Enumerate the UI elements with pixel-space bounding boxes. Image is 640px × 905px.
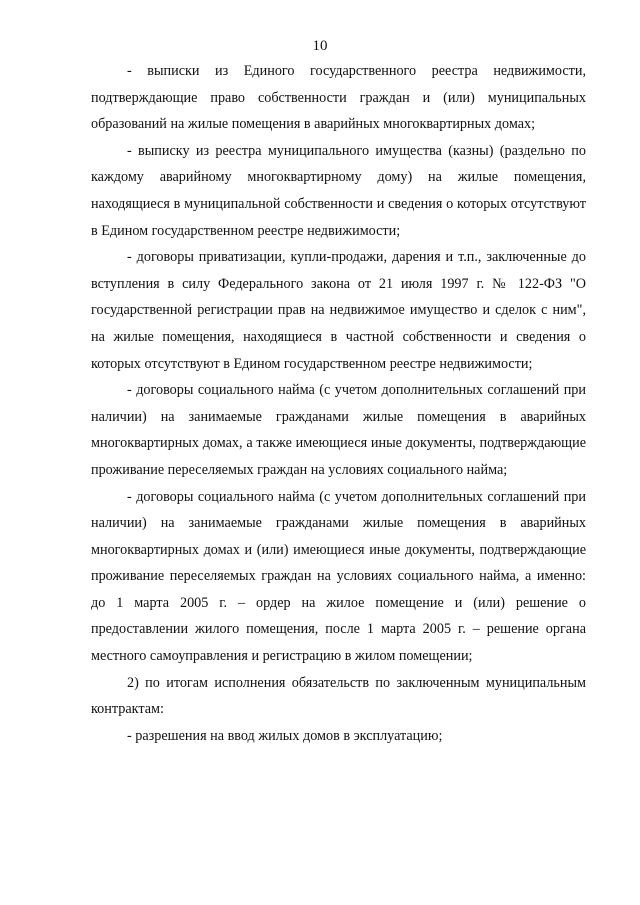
paragraph-social-tenancy-documents: - договоры социального найма (с учетом дополнительных соглашений при наличии) на занимаемые гражданами жилые помещения в аварийных многоквартирных домах и (или) имеющиеся иные документы, подтверждающие проживание переселяемых граждан на условиях социального найма, а именно: до 1 марта 2005 г. – ордер на жилое помещение и (или) решение о предоставлении жилого помещения, после 1 марта 2005 г. – решение органа местного самоуправления и регистрацию в жилом помещении; (91, 488, 586, 665)
paragraph-egrn-extracts: - выписки из Единого государственного реестра недвижимости, подтверждающие право собственности граждан и (или) муниципальных образований на жилые помещения в аварийных многоквартирных домах; (91, 63, 586, 133)
document-body (91, 58, 586, 749)
paragraph-contract-results: 2) по итогам исполнения обязательств по заключенным муниципальным контрактам: (91, 674, 586, 718)
paragraph-social-tenancy-contracts: - договоры социального найма (с учетом дополнительных соглашений при наличии) на занимаемые гражданами жилые помещения в аварийных многоквартирных домах, а также имеющиеся иные документы, подтверждающие проживание переселяемых граждан на условиях социального найма; (91, 382, 586, 478)
page-number: 10 (312, 38, 328, 54)
paragraph-municipal-registry-extract: - выписку из реестра муниципального имущества (казны) (раздельно по каждому аварийному многоквартирному дому) на жилые помещения, находящиеся в муниципальной собственности и сведения о которых отсутствуют в Едином государственном реестре недвижимости; (91, 142, 586, 239)
paragraph-privatization-contracts: - договоры приватизации, купли-продажи, дарения и т.п., заключенные до вступления в силу Федерального закона от 21 июля 1997 г. № 122-ФЗ "О государственной регистрации прав на недвижимое имущество и сделок с ним", на жилые помещения, находящиеся в частной собственности и сведения о которых отсутствуют в Едином государственном реестре недвижимости; (91, 249, 586, 372)
paragraph-commissioning-permits: - разрешения на ввод жилых домов в эксплуатацию; (127, 727, 443, 744)
